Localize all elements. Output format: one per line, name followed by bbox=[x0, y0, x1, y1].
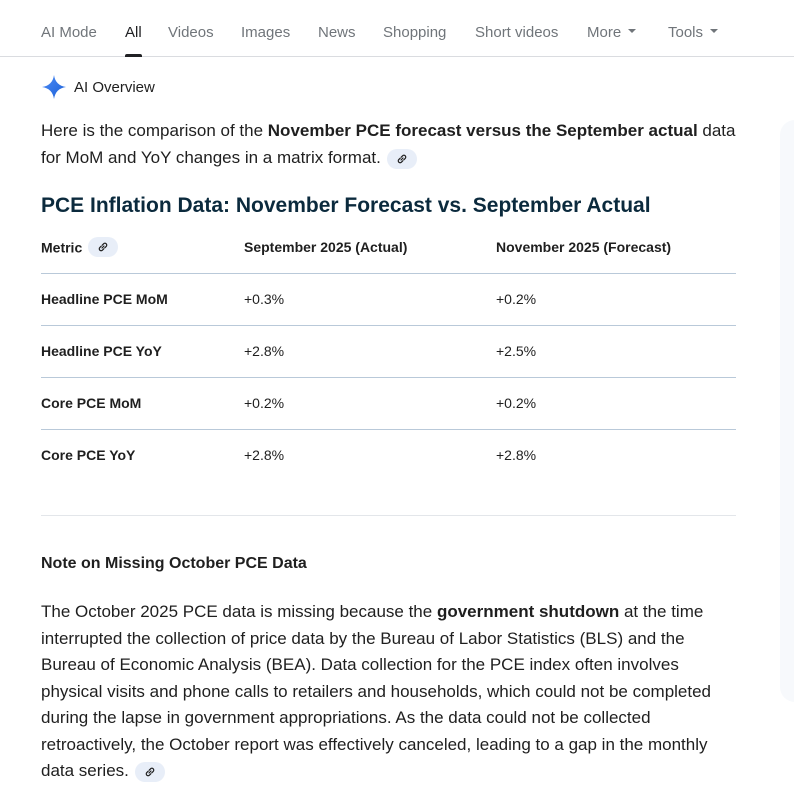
note-text-1: The October 2025 PCE data is missing because the bbox=[41, 602, 437, 621]
november-value: +2.5% bbox=[496, 343, 537, 359]
table-row bbox=[41, 274, 736, 326]
side-panel bbox=[780, 120, 794, 702]
tab-all[interactable]: All bbox=[125, 24, 142, 41]
september-value: +2.8% bbox=[244, 343, 285, 359]
tab-shopping[interactable]: Shopping bbox=[383, 24, 447, 41]
header-september: September 2025 (Actual) bbox=[244, 239, 408, 255]
metric-cell: Core PCE MoM bbox=[41, 395, 142, 411]
metric-cell: Headline PCE MoM bbox=[41, 291, 168, 307]
table-heading: PCE Inflation Data: November Forecast vs. September Actual bbox=[41, 194, 651, 217]
intro-bold: November PCE forecast versus the September actual bbox=[267, 121, 698, 140]
source-link-button[interactable] bbox=[135, 762, 165, 782]
tab-more-label: More bbox=[587, 24, 622, 41]
chevron-down-icon bbox=[710, 29, 718, 33]
tab-images[interactable]: Images bbox=[241, 24, 291, 41]
header-november: November 2025 (Forecast) bbox=[496, 239, 672, 255]
active-tab-indicator bbox=[125, 54, 142, 57]
header-metric-label: Metric bbox=[41, 239, 83, 256]
november-value: +2.8% bbox=[496, 447, 537, 463]
table-header-row bbox=[41, 230, 736, 274]
ai-overview-label: AI Overview bbox=[74, 79, 155, 96]
tab-tools[interactable] bbox=[668, 24, 718, 41]
link-icon bbox=[97, 241, 109, 253]
intro-text-1: Here is the comparison of the bbox=[41, 121, 268, 140]
note-paragraph bbox=[41, 599, 741, 785]
link-icon bbox=[144, 766, 156, 778]
note-text-2: at the time interrupted the collection of price data by the Bureau of Labor Statistics (BLS) and the Bureau of Economic Analysis (BEA). Data collection for the PCE index often involves physical visits and phone calls to retailers and households, which could not be completed during the lapse in government appropriations. As the data could not be collected retroactively, the October report was effectively canceled, leading to a gap in the monthly data series. bbox=[41, 602, 712, 780]
tab-more[interactable] bbox=[587, 24, 636, 41]
september-value: +0.2% bbox=[244, 395, 285, 411]
source-link-button[interactable] bbox=[88, 237, 118, 257]
metric-cell: Core PCE YoY bbox=[41, 447, 136, 463]
tab-short-videos[interactable]: Short videos bbox=[475, 24, 559, 41]
tab-videos[interactable]: Videos bbox=[168, 24, 214, 41]
chevron-down-icon bbox=[628, 29, 636, 33]
note-bold: government shutdown bbox=[436, 602, 620, 621]
search-tabs bbox=[0, 0, 794, 57]
tab-news[interactable]: News bbox=[318, 24, 356, 41]
september-value: +0.3% bbox=[244, 291, 285, 307]
intro-paragraph bbox=[41, 117, 751, 171]
table-row bbox=[41, 326, 736, 378]
table-row bbox=[41, 430, 736, 481]
sparkle-icon bbox=[40, 73, 68, 101]
intro-text-2: data for MoM and YoY changes in a matrix format. bbox=[41, 121, 736, 167]
pce-table bbox=[41, 230, 736, 481]
link-icon bbox=[396, 153, 408, 165]
source-link-button[interactable] bbox=[387, 149, 417, 169]
november-value: +0.2% bbox=[496, 291, 537, 307]
tab-tools-label: Tools bbox=[668, 24, 704, 41]
november-value: +0.2% bbox=[496, 395, 537, 411]
table-row bbox=[41, 378, 736, 430]
header-metric bbox=[41, 239, 118, 259]
metric-cell: Headline PCE YoY bbox=[41, 343, 162, 359]
tab-ai-mode[interactable]: AI Mode bbox=[41, 24, 97, 41]
section-divider bbox=[41, 515, 736, 516]
note-heading: Note on Missing October PCE Data bbox=[41, 555, 307, 572]
september-value: +2.8% bbox=[244, 447, 285, 463]
